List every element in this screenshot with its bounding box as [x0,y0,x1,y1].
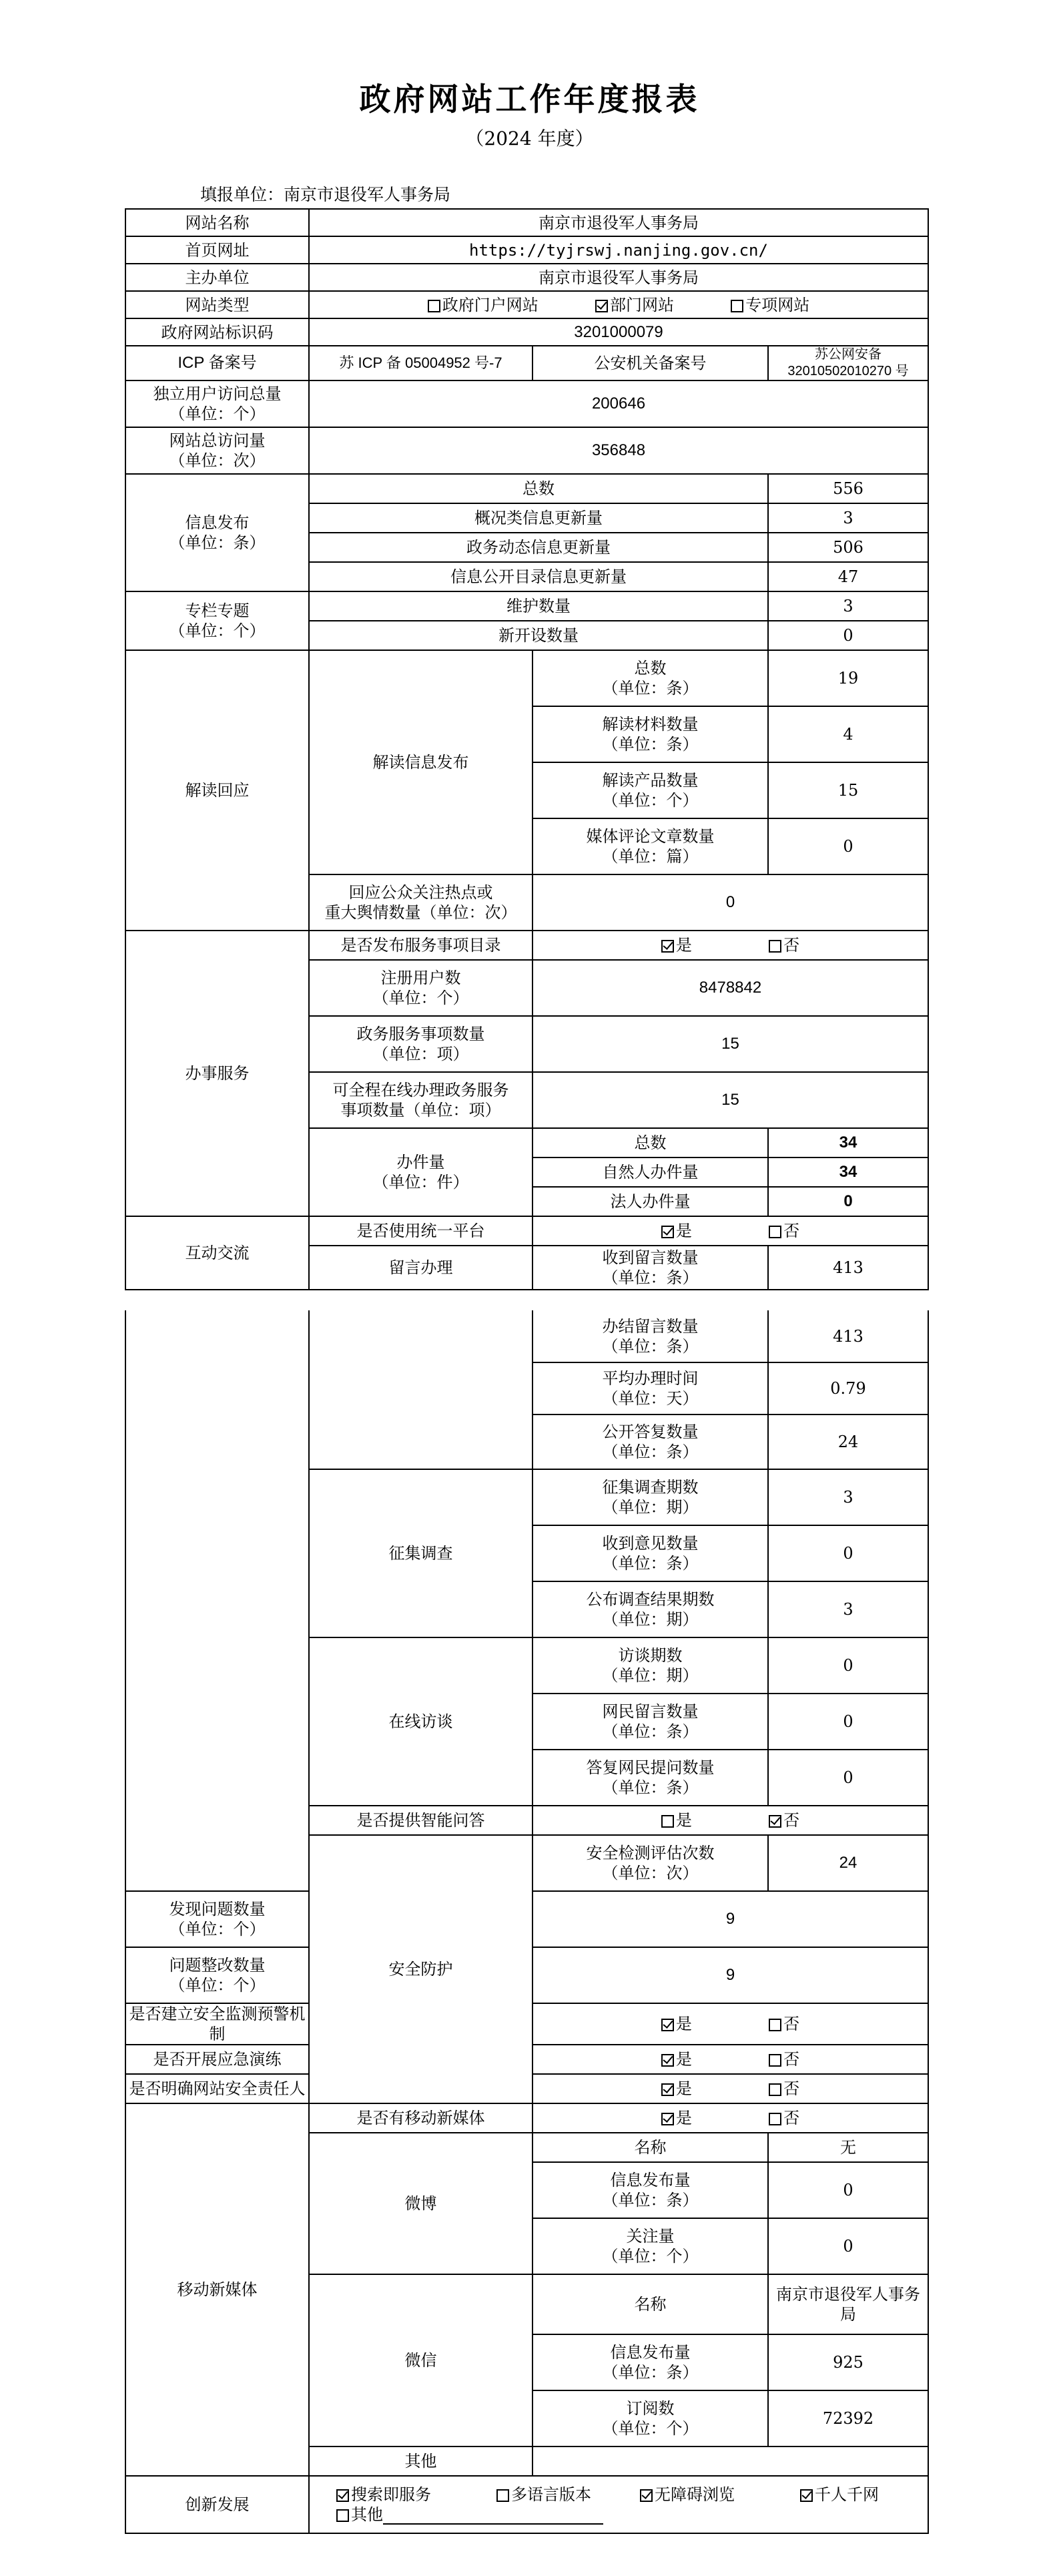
label-iv-msgs: 网民留言数量 （单位：条） [533,1694,768,1750]
label-wb-posts: 信息发布量 （单位：条） [533,2162,768,2218]
label-sec-fixed: 问题整改数量 （单位：个） [125,1947,309,2003]
row-column-maint [125,591,928,621]
label-wb-follow: 关注量 （单位：个） [533,2218,768,2274]
option-label: 是 [675,2050,692,2069]
value-svc-total: 34 [768,1128,928,1157]
label-sec-drill: 是否开展应急演练 [125,2045,309,2074]
label-site-id: 政府网站标识码 [125,318,309,346]
label-site-type: 网站类型 [125,291,309,318]
value-iv-count: 0 [768,1637,928,1694]
label-sec-resp: 是否明确网站安全责任人 [125,2074,309,2103]
label-iv-replies: 答复网民提问数量 （单位：条） [533,1750,768,1806]
options-sec-monitor [533,2003,928,2045]
report-year: （2024 年度） [465,127,594,150]
option-no[interactable] [769,2108,799,2128]
options-site-type [309,291,928,318]
label-wx-subs: 订阅数 （单位：个） [533,2390,768,2446]
value-survey-results: 3 [768,1581,928,1637]
option-label: 否 [783,2015,800,2033]
option-dept-site[interactable] [595,295,674,315]
option-yes[interactable] [661,1221,692,1241]
row-interp-total [125,650,928,706]
label-site-name: 网站名称 [125,209,309,236]
option-yes[interactable] [661,1810,692,1830]
label-msg: 留言办理 [309,1246,533,1290]
label-icp: ICP 备案号 [125,346,309,380]
value-interp-total: 19 [768,650,928,706]
label-svc-catalog: 是否发布服务事项目录 [309,931,533,960]
option-yes[interactable] [661,2049,692,2069]
msg-continued [309,1310,533,1469]
options-innovation [309,2476,928,2533]
value-interp-material: 4 [768,706,928,762]
label-innovation: 创新发展 [125,2476,309,2533]
checkbox-checked-icon [336,2489,349,2502]
label-svc-users: 注册用户数 （单位：个） [309,960,533,1016]
value-site-id: 3201000079 [309,318,928,346]
option-yes[interactable] [661,2108,692,2128]
option-yes[interactable] [661,935,692,955]
row-svc-catalog [125,931,928,960]
options-smart-qa [533,1806,928,1835]
label-sponsor: 主办单位 [125,264,309,291]
checkbox-empty-icon [731,300,743,312]
value-info-overview: 3 [768,503,928,533]
label-info-overview: 概况类信息更新量 [309,503,768,533]
option-label: 是 [675,1222,692,1240]
option-label: 搜索即服务 [351,2485,431,2504]
label-msg-avg: 平均办理时间 （单位：天） [533,1362,768,1414]
checkbox-empty-icon [496,2489,509,2502]
checkbox-empty-icon [769,2113,781,2125]
option-search-service[interactable] [336,2485,496,2505]
value-msg-avg: 0.79 [768,1362,928,1414]
label-interp-total: 总数 （单位：条） [533,650,768,706]
checkbox-checked-icon [661,2054,674,2067]
row-site-type [125,291,928,318]
label-survey-results: 公布调查结果期数 （单位：期） [533,1581,768,1637]
label-wx-posts: 信息发布量 （单位：条） [533,2334,768,2390]
value-svc-person: 34 [768,1157,928,1187]
option-label: 是 [675,1811,692,1830]
checkbox-checked-icon [661,2019,674,2031]
label-home-url: 首页网址 [125,236,309,264]
checkbox-empty-icon [769,940,781,953]
option-label: 否 [783,936,800,955]
checkbox-checked-icon [661,2113,674,2125]
row-pv [125,427,928,474]
value-sec-fixed: 9 [533,1947,928,2003]
value-mob-other [533,2446,928,2476]
row-innovation [125,2476,928,2533]
option-qianren[interactable] [800,2485,879,2505]
row-mob-has [125,2103,928,2133]
label-svc-online: 可全程在线办理政务服务 事项数量（单位：项） [309,1072,533,1128]
value-sec-checks: 24 [768,1835,928,1891]
label-info-news: 政务动态信息更新量 [309,533,768,562]
value-interp-hot: 0 [533,874,928,931]
option-no[interactable] [769,2049,799,2069]
value-wx-posts: 925 [768,2334,928,2390]
label-interp-material: 解读材料数量 （单位：条） [533,706,768,762]
value-sponsor: 南京市退役军人事务局 [309,264,928,291]
label-survey-opinions: 收到意见数量 （单位：条） [533,1525,768,1581]
value-svc-legal: 0 [768,1187,928,1216]
report-table-part-2 [125,1310,929,2534]
option-label: 千人千网 [815,2485,879,2504]
option-other[interactable] [336,2505,383,2525]
label-svc-person: 自然人办件量 [533,1157,768,1187]
value-interp-media: 0 [768,818,928,874]
value-police: 苏公网安备 32010502010270 号 [768,346,928,380]
row-site-name [125,209,928,236]
value-wb-name: 无 [768,2133,928,2162]
option-label: 专项网站 [745,295,810,314]
option-yes[interactable] [661,2079,692,2099]
options-svc-catalog [533,931,928,960]
value-column-maint: 3 [768,591,928,621]
label-interp-product: 解读产品数量 （单位：个） [533,762,768,818]
checkbox-checked-icon [595,300,608,312]
page-title: 政府网站工作年度报表 [359,81,700,118]
row-site-id [125,318,928,346]
label-svc-total: 总数 [533,1128,768,1157]
option-no[interactable] [769,1221,799,1241]
label-msg-done: 办结留言数量 （单位：条） [533,1310,768,1362]
option-special-site[interactable] [731,295,809,315]
option-no[interactable] [769,935,799,955]
value-msg-public: 24 [768,1414,928,1469]
label-msg-received: 收到留言数量 （单位：条） [533,1246,768,1290]
value-interp-product: 15 [768,762,928,818]
label-interp-media: 媒体评论文章数量 （单位：篇） [533,818,768,874]
option-no[interactable] [769,1810,799,1830]
checkbox-checked-icon [661,2083,674,2096]
row-int-platform [125,1216,928,1246]
option-label: 否 [783,2079,800,2098]
option-label: 多语言版本 [511,2485,591,2504]
label-svc-legal: 法人办件量 [533,1187,768,1216]
options-sec-drill [533,2045,928,2074]
label-svc-cases: 办件量 （单位：件） [309,1128,533,1216]
option-label: 政府门户网站 [442,295,539,314]
option-label: 否 [783,1811,800,1830]
value-sec-found: 9 [533,1891,928,1947]
checkbox-empty-icon [336,2509,349,2522]
label-interact: 互动交流 [125,1216,309,1290]
option-label: 是 [675,2079,692,2098]
value-svc-items: 15 [533,1016,928,1072]
filling-unit: 填报单位：南京市退役军人事务局 [200,185,451,204]
option-no[interactable] [769,2014,799,2034]
label-interp: 解读回应 [125,650,309,931]
row-msg-done [125,1310,928,1362]
label-sec-found: 发现问题数量 （单位：个） [125,1891,309,1947]
value-home-url: https://tyjrswj.nanjing.gov.cn/ [309,236,928,264]
label-interp-hot: 回应公众关注热点或 重大舆情数量（单位：次） [309,874,533,931]
label-service: 办事服务 [125,931,309,1216]
value-pv: 356848 [309,427,928,474]
value-survey-opinions: 0 [768,1525,928,1581]
label-mobile: 移动新媒体 [125,2103,309,2476]
value-site-name: 南京市退役军人事务局 [309,209,928,236]
label-iv-count: 访谈期数 （单位：期） [533,1637,768,1694]
value-icp: 苏 ICP 备 05004952 号-7 [309,346,533,380]
checkbox-checked-icon [800,2489,813,2502]
checkbox-checked-icon [661,1226,674,1238]
checkbox-empty-icon [769,2083,781,2096]
checkbox-checked-icon [661,940,674,953]
option-multi-lang[interactable] [496,2485,640,2505]
checkbox-empty-icon [769,2054,781,2067]
label-smart-qa: 是否提供智能问答 [309,1806,533,1835]
options-mob-has [533,2103,928,2133]
row-uv [125,380,928,427]
label-interp-pub: 解读信息发布 [309,650,533,874]
label-mob-other: 其他 [309,2446,533,2476]
options-int-platform [533,1216,928,1246]
value-wx-subs: 72392 [768,2390,928,2446]
option-label: 其他 [351,2505,383,2524]
checkbox-empty-icon [428,300,440,312]
label-svc-items: 政务服务事项数量 （单位：项） [309,1016,533,1072]
label-pv: 网站总访问量 （单位：次） [125,427,309,474]
value-wb-posts: 0 [768,2162,928,2218]
row-icp [125,346,928,380]
option-accessible[interactable] [640,2485,800,2505]
option-label: 是 [675,2109,692,2127]
label-column-new: 新开设数量 [309,621,768,650]
label-mob-has: 是否有移动新媒体 [309,2103,533,2133]
value-iv-msgs: 0 [768,1694,928,1750]
value-uv: 200646 [309,380,928,427]
label-info-pub: 信息发布 （单位：条） [125,474,309,591]
value-survey-count: 3 [768,1469,928,1525]
label-int-platform: 是否使用统一平台 [309,1216,533,1246]
checkbox-checked-icon [640,2489,653,2502]
row-sponsor [125,264,928,291]
option-label: 无障碍浏览 [655,2485,735,2504]
option-label: 否 [783,1222,800,1240]
label-survey: 征集调查 [309,1469,533,1637]
value-info-total: 556 [768,474,928,503]
value-iv-replies: 0 [768,1750,928,1806]
label-wb-name: 名称 [533,2133,768,2162]
label-wechat: 微信 [309,2274,533,2446]
label-uv: 独立用户访问总量 （单位：个） [125,380,309,427]
label-msg-public: 公开答复数量 （单位：条） [533,1414,768,1469]
label-security: 安全防护 [309,1835,533,2103]
option-yes[interactable] [661,2014,692,2034]
interact-continued [125,1310,309,1891]
label-interview: 在线访谈 [309,1637,533,1806]
value-column-new: 0 [768,621,928,650]
label-sec-checks: 安全检测评估次数 （单位：次） [533,1835,768,1891]
label-info-total: 总数 [309,474,768,503]
option-no[interactable] [769,2079,799,2099]
option-label: 否 [783,2109,800,2127]
row-home-url [125,236,928,264]
label-info-open: 信息公开目录信息更新量 [309,562,768,591]
value-info-news: 506 [768,533,928,562]
value-msg-received: 413 [768,1246,928,1290]
option-label: 是 [675,2015,692,2033]
value-svc-users: 8478842 [533,960,928,1016]
option-label: 部门网站 [610,295,674,314]
value-msg-done: 413 [768,1310,928,1362]
row-info-total [125,474,928,503]
label-survey-count: 征集调查期数 （单位：期） [533,1469,768,1525]
label-column-maint: 维护数量 [309,591,768,621]
value-info-open: 47 [768,562,928,591]
value-wx-name: 南京市退役军人事务局 [768,2274,928,2334]
label-column: 专栏专题 （单位：个） [125,591,309,650]
value-svc-online: 15 [533,1072,928,1128]
checkbox-checked-icon [769,1815,781,1828]
checkbox-empty-icon [769,2019,781,2031]
options-sec-resp [533,2074,928,2103]
label-sec-monitor: 是否建立安全监测预警机制 [125,2003,309,2045]
other-input-line[interactable] [383,2509,603,2525]
report-table-part-1 [125,208,929,1290]
option-label: 否 [783,2050,800,2069]
checkbox-empty-icon [769,1226,781,1238]
option-label: 是 [675,936,692,955]
option-gov-portal[interactable] [428,295,539,315]
label-wx-name: 名称 [533,2274,768,2334]
value-wb-follow: 0 [768,2218,928,2274]
checkbox-empty-icon [661,1815,674,1828]
label-weibo: 微博 [309,2133,533,2274]
label-police: 公安机关备案号 [533,346,768,380]
